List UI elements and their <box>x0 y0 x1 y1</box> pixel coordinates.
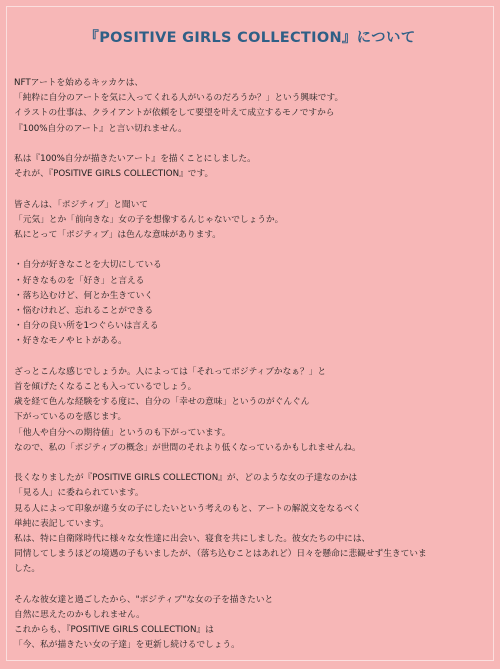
list-item: ・落ち込むけど、何とか生きていく <box>14 290 153 301</box>
list-item: ・好きなものを「好き」と言える <box>14 275 145 286</box>
text-line: した。 <box>14 564 41 575</box>
paragraph-2 <box>14 152 490 182</box>
text-line: 「今、私が描きたい女の子達」を更新し続けるでしょう。 <box>14 640 240 651</box>
list-item: ・自分が好きなことを大切にしている <box>14 260 162 271</box>
text-line: イラストの仕事は、クライアントが依頼をして要望を叶えて成立するモノですから <box>14 108 335 119</box>
text-line: 『100%自分のアート』と言い切れません。 <box>14 123 187 134</box>
text-line: 私は『100%自分が描きたいアート』を描くことにしました。 <box>14 154 256 164</box>
text-line: 単純に表記しています。 <box>14 518 109 529</box>
text-line: なので、私の「ポジティブの概念」が世間のそれより低くなっているかもしれませんね。 <box>14 442 361 453</box>
paragraph-3 <box>14 198 490 244</box>
text-line: 「他人や自分への期待値」というのも下がっています。 <box>14 427 231 438</box>
text-line: 自然に思えたのかもしれません。 <box>14 610 145 621</box>
text-line: ざっとこんな感じでしょうか。人によっては「それってポジティブかなぁ？」と <box>14 366 327 377</box>
text-line: 歳を経て色んな経験をする度に、自分の「幸せの意味」というのがぐんぐん <box>14 397 310 408</box>
list-item: ・好きなモノやヒトがある。 <box>14 336 127 347</box>
paragraph-7 <box>14 593 490 654</box>
text-line: これからも、『POSITIVE GIRLS COLLECTION』は <box>14 625 214 636</box>
text-line: 「見る人」に委ねられています。 <box>14 488 144 499</box>
text-line: NFTアートを始めるキッカケは、 <box>14 78 144 88</box>
page-title: 『POSITIVE GIRLS COLLECTION』について <box>84 30 416 46</box>
text-line: 私は、特に自衛隊時代に様々な女性達に出会い、寝食を共にしました。彼女たちの中には、 <box>14 534 371 545</box>
text-line: 「元気」とか「前向きな」女の子を想像するんじゃないでしょうか。 <box>14 214 284 225</box>
text-line: 皆さんは、「ポジティブ」と聞いて <box>14 199 148 210</box>
text-line: 私にとって「ポジティブ」は色んな意味があります。 <box>14 230 221 240</box>
text-line: 見る人によって印象が違う女の子にしたいという考えのもと、アートの解説文をなるべく <box>14 503 362 514</box>
list-item: ・悩むけれど、忘れることができる <box>14 306 153 316</box>
text-line: 首を傾げたくなることも入っているでしょう。 <box>14 382 197 392</box>
paragraph-6 <box>14 471 490 577</box>
paragraph-5 <box>14 365 490 456</box>
article-body <box>14 76 490 669</box>
bullet-list <box>14 258 490 349</box>
list-item: ・自分の良い所を1つぐらいは言える <box>14 321 159 332</box>
text-line: 同情してしまうほどの境遇の子もいましたが、（落ち込むことはあれど）日々を懸命に悲観せず生きていま <box>14 549 427 560</box>
text-line: そんな彼女達と過ごしたから、"ポジティブ"な女の子を描きたいと <box>14 594 274 605</box>
paragraph-1 <box>14 76 490 137</box>
text-line: 長くなりましたが『POSITIVE GIRLS COLLECTION』が、どのような女の子達なのかは <box>14 473 358 484</box>
text-line: 下がっているのを感じます。 <box>14 412 127 423</box>
text-line: 「純粋に自分のアートを気に入ってくれる人がいるのだろうか？」という興味です。 <box>14 93 344 104</box>
text-line: それが、『POSITIVE GIRLS COLLECTION』です。 <box>14 169 214 180</box>
